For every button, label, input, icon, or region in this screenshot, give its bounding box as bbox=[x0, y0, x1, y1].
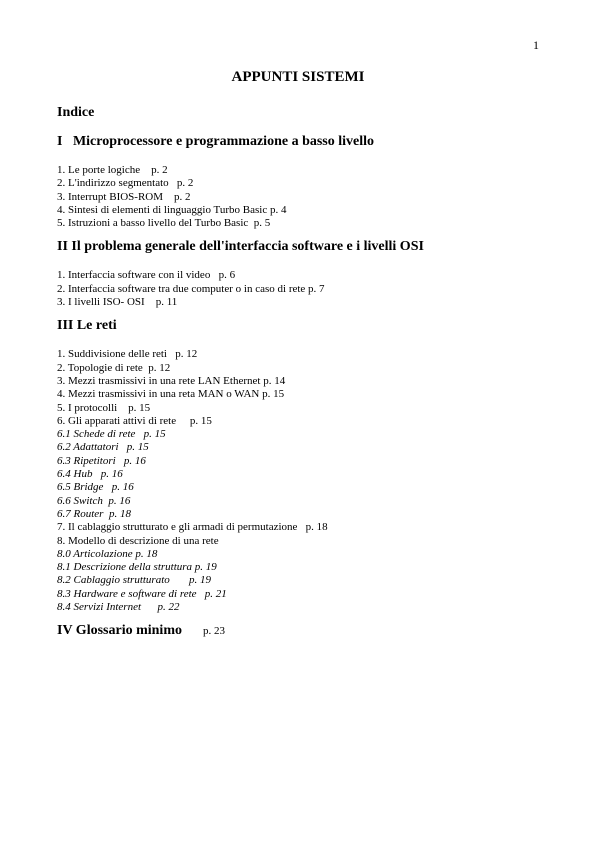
toc-subentry: 6.2 Adattatori p. 15 bbox=[57, 441, 149, 454]
document-title: APPUNTI SISTEMI bbox=[231, 69, 365, 85]
toc-entry: 2. Interfaccia software tra due computer o in caso di rete p. 7 bbox=[57, 282, 325, 295]
toc-sections bbox=[57, 133, 547, 614]
toc-subentry: 6.1 Schede di rete p. 15 bbox=[57, 428, 166, 441]
toc-entry: 5. Istruzioni a basso livello del Turbo Basic p. 5 bbox=[57, 217, 271, 230]
toc-entry: 8. Modello di descrizione di una rete bbox=[57, 534, 219, 547]
glossary-page: p. 23 bbox=[202, 625, 225, 638]
page-number: 1 bbox=[533, 38, 539, 52]
toc-entry: 3. Mezzi trasmissivi in una rete LAN Ethernet p. 14 bbox=[57, 374, 286, 387]
toc-entry: 2. Topologie di rete p. 12 bbox=[57, 361, 171, 374]
toc-subentry: 8.1 Descrizione della struttura p. 19 bbox=[57, 561, 217, 574]
section-heading: I Microprocessore e programmazione a basso livello bbox=[57, 134, 375, 149]
section-entries bbox=[57, 348, 547, 614]
toc-entry: 3. I livelli ISO- OSI p. 11 bbox=[57, 296, 178, 309]
glossary-title: IV Glossario minimo bbox=[57, 623, 182, 639]
toc-entry: 7. Il cablaggio strutturato e gli armadi di permutazione p. 18 bbox=[57, 521, 328, 534]
toc-entry: 4. Sintesi di elementi di linguaggio Turbo Basic p. 4 bbox=[57, 203, 287, 216]
table-of-contents bbox=[57, 104, 547, 640]
toc-entry: 6. Gli apparati attivi di rete p. 15 bbox=[57, 414, 212, 427]
toc-subentry: 6.5 Bridge p. 16 bbox=[57, 481, 134, 494]
section-entries bbox=[57, 164, 547, 230]
toc-entry: 3. Interrupt BIOS-ROM p. 2 bbox=[57, 190, 191, 203]
section-heading: III Le reti bbox=[57, 318, 117, 334]
index-heading: Indice bbox=[57, 105, 95, 120]
toc-entry: 1. Le porte logiche p. 2 bbox=[57, 164, 168, 176]
toc-entry: 5. I protocolli p. 15 bbox=[57, 401, 151, 414]
toc-subentry: 6.3 Ripetitori p. 16 bbox=[57, 454, 146, 467]
toc-subentry: 8.4 Servizi Internet p. 22 bbox=[57, 601, 180, 614]
toc-subentry: 6.7 Router p. 18 bbox=[57, 507, 131, 520]
toc-subentry: 6.4 Hub p. 16 bbox=[57, 468, 123, 481]
toc-entry: 1. Suddivisione delle reti p. 12 bbox=[57, 348, 198, 361]
toc-subentry: 8.3 Hardware e software di rete p. 21 bbox=[57, 587, 227, 600]
toc-subentry: 8.2 Cablaggio strutturato p. 19 bbox=[57, 574, 212, 587]
toc-entry: 2. L'indirizzo segmentato p. 2 bbox=[57, 177, 194, 190]
toc-entry: 1. Interfaccia software con il video p. 6 bbox=[57, 269, 236, 282]
toc-subentry: 8.0 Articolazione p. 18 bbox=[57, 547, 158, 560]
section-entries bbox=[57, 269, 547, 309]
glossary-heading bbox=[57, 622, 547, 640]
toc-subentry: 6.6 Switch p. 16 bbox=[57, 494, 131, 507]
toc-entry: 4. Mezzi trasmissivi in una reta MAN o WAN p. 15 bbox=[57, 388, 285, 401]
section-heading: II Il problema generale dell'interfaccia software e i livelli OSI bbox=[57, 239, 424, 255]
